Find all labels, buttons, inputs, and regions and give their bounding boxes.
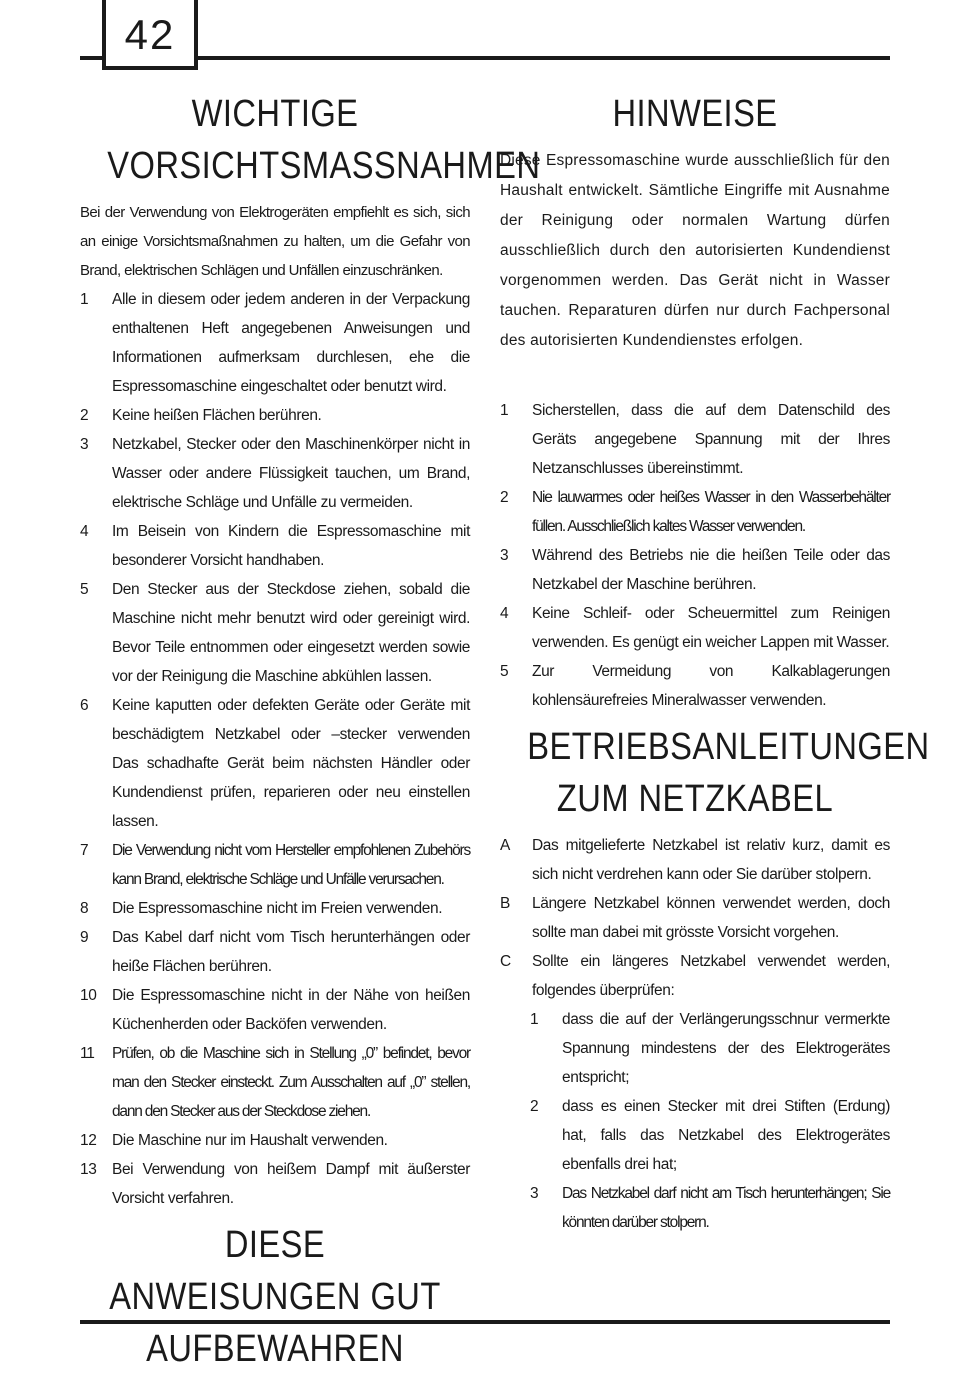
notes-list — [500, 396, 890, 715]
sub-list-item: 1 dass die auf der Verlängerungsschnur vermerkte Spannung mindestens der des Elektrogerätes entspricht; — [530, 1011, 890, 1086]
list-item: 2 Nie lauwarmes oder heißes Wasser in den Wasserbehälter füllen. Ausschließlich kaltes Wasser verwenden. — [500, 489, 890, 535]
precautions-intro: Bei der Verwendung von Elektrogeräten empfiehlt es sich, sich an einige Vorsichtsmaßnahmen zu halten, um die Gefahr von Brand, elektrischen Schlägen und Unfällen einzuschränken. — [80, 204, 470, 279]
list-item: 3 Während des Betriebs nie die heißen Teile oder das Netzkabel der Maschine berühren. — [500, 547, 890, 593]
list-item: 1 Alle in diesem oder jedem anderen in der Verpackung enthaltenen Heft angegebenen Anweisungen und Informationen aufmerksam durchlesen, ehe die Espressomaschine eingeschaltet oder benutzt wird. — [80, 291, 470, 395]
list-item: 1 Sicherstellen, dass die auf dem Datenschild des Geräts angegebene Spannung mit der Ihres Netzanschlusses übereinstimmt. — [500, 402, 890, 477]
list-item: 2 Keine heißen Flächen berühren. — [80, 407, 322, 424]
list-item: 5 Zur Vermeidung von Kalkablagerungen kohlensäurefreies Mineralwasser verwenden. — [500, 663, 890, 709]
keep-instructions-title: DIESE ANWEISUNGEN GUT AUFBEWAHREN — [109, 1224, 441, 1370]
list-item: C Sollte ein längeres Netzkabel verwendet werden, folgendes überprüfen: — [500, 953, 890, 999]
precautions-list — [80, 285, 470, 1213]
list-item: 13 Bei Verwendung von heißem Dampf mit äußerster Vorsicht verfahren. — [80, 1161, 470, 1207]
right-column — [500, 88, 930, 1237]
list-item: A Das mitgelieferte Netzkabel ist relativ kurz, damit es sich nicht verdrehen kann oder Sie darüber stolpern. — [500, 837, 890, 883]
list-item: 5 Den Stecker aus der Steckdose ziehen, sobald die Maschine nicht mehr benutzt wird oder gereinigt wird. Bevor Teile entnommen oder eingesetzt werden sowie vor der Reinigung die Maschine abkühlen lassen. — [80, 581, 470, 685]
list-item: 12 Die Maschine nur im Haushalt verwenden. — [80, 1132, 388, 1149]
list-item: 4 Im Beisein von Kindern die Espressomaschine mit besonderer Vorsicht handhaben. — [80, 523, 470, 569]
sub-list-item: 3 Das Netzkabel darf nicht am Tisch herunterhängen; Sie könnten darüber stolpern. — [530, 1185, 890, 1231]
list-item: 4 Keine Schleif- oder Scheuermittel zum Reinigen verwenden. Es genügt ein weicher Lappen mit Wasser. — [500, 605, 890, 651]
power-cable-list — [500, 831, 890, 1237]
left-column — [80, 88, 541, 1375]
precautions-title: WICHTIGE VORSICHTSMASSNAHMEN — [107, 93, 541, 187]
list-item: 9 Das Kabel darf nicht vom Tisch herunterhängen oder heiße Flächen berühren. — [80, 929, 470, 975]
power-cable-title: BETRIEBSANLEITUNGEN ZUM NETZKABEL — [527, 726, 930, 820]
sub-list-item: 2 dass es einen Stecker mit drei Stiften (Erdung) hat, falls das Netzkabel des Elektrogerätes ebenfalls drei hat; — [530, 1098, 890, 1173]
notes-intro: Diese Espressomaschine wurde ausschließlich für den Haushalt entwickelt. Sämtliche Eingriffe mit Ausnahme der Reinigung oder normalen Wartung dürfen ausschließlich durch den autorisierten Kundendienst vorgenommen werden. Das Gerät nicht in Wasser tauchen. Reparaturen dürfen nur durch Fachpersonal des autorisierten Kundendienstes erfolgen. — [500, 152, 890, 349]
header-rule — [80, 56, 890, 60]
list-item: 10 Die Espressomaschine nicht in der Nähe von heißen Küchenherden oder Backöfen verwenden. — [80, 987, 470, 1033]
list-item: 6 Keine kaputten oder defekten Geräte oder Geräte mit beschädigtem Netzkabel oder –stecker verwenden Das schadhafte Gerät beim nächsten Händler oder Kundendienst prüfen, reparieren oder neu einstellen lassen. — [80, 697, 470, 830]
page-number: 42 — [102, 0, 198, 70]
notes-title: HINWEISE — [612, 93, 778, 135]
list-item: 11 Prüfen, ob die Maschine sich in Stellung „0” befindet, bevor man den Stecker einsteckt. Zum Ausschalten auf „0” stellen, dann den Stecker aus der Steckdose ziehen. — [80, 1045, 470, 1120]
list-item: 7 Die Verwendung nicht vom Hersteller empfohlenen Zubehörs kann Brand, elektrische Schläge und Unfälle verursachen. — [80, 842, 470, 888]
list-item: 8 Die Espressomaschine nicht im Freien verwenden. — [80, 900, 443, 917]
list-item: 3 Netzkabel, Stecker oder den Maschinenkörper nicht in Wasser oder andere Flüssigkeit tauchen, um Brand, elektrische Schläge und Unfälle zu vermeiden. — [80, 436, 470, 511]
list-item: B Längere Netzkabel können verwendet werden, doch sollte man dabei mit grösste Vorsicht vorgehen. — [500, 895, 890, 941]
footer-rule — [80, 1320, 890, 1324]
